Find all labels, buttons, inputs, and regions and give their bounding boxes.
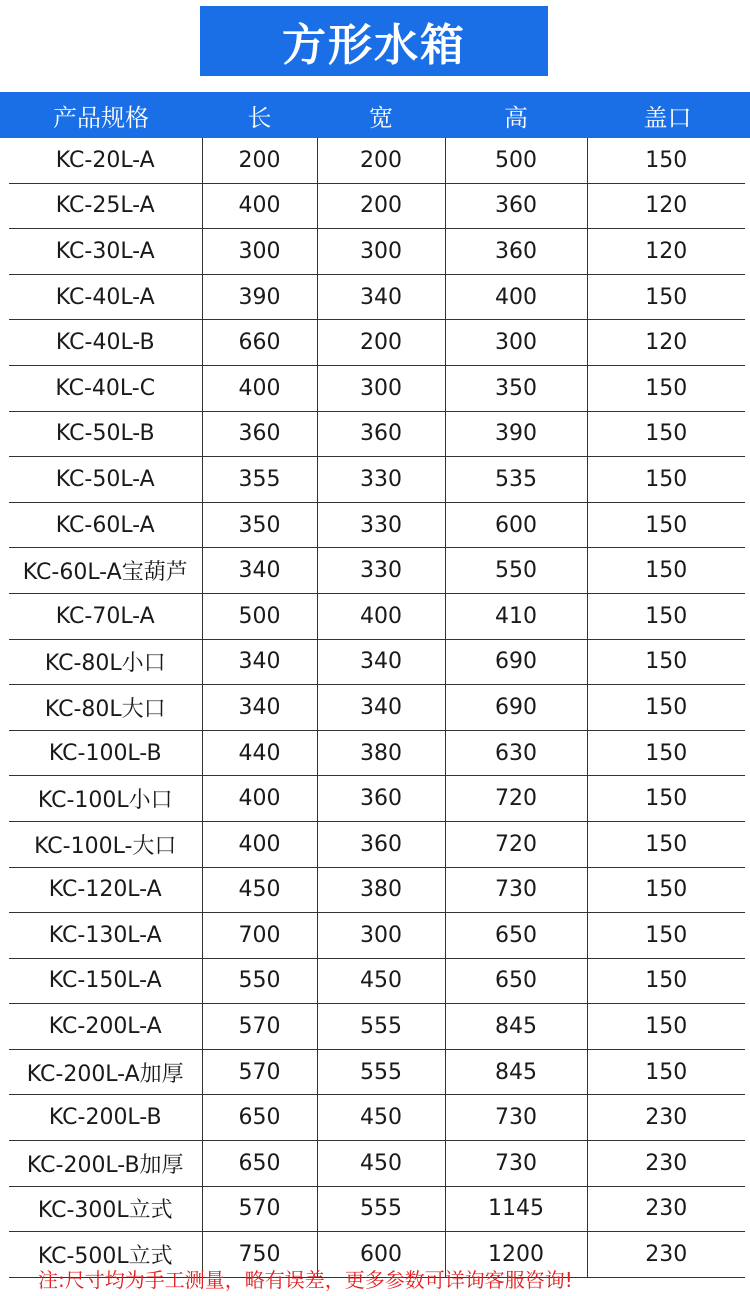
lid-cell: 150: [587, 867, 745, 913]
length-cell: 400: [202, 821, 317, 867]
height-cell: 300: [445, 320, 587, 366]
lid-cell: 150: [587, 138, 745, 183]
length-cell: 570: [202, 1004, 317, 1050]
header-lid: 盖口: [643, 103, 692, 132]
table-row: [9, 821, 745, 867]
header-spec: 产品规格: [53, 103, 149, 132]
height-cell: 410: [445, 593, 587, 639]
length-cell: 400: [202, 365, 317, 411]
spec-cell: KC-500L立式: [9, 1232, 202, 1278]
width-cell: 450: [317, 1095, 445, 1141]
table-row: [9, 457, 745, 503]
width-cell: 400: [317, 593, 445, 639]
header-width: 宽: [369, 103, 393, 132]
table-row: [9, 958, 745, 1004]
length-cell: 550: [202, 958, 317, 1004]
height-cell: 390: [445, 411, 587, 457]
width-cell: 360: [317, 821, 445, 867]
height-cell: 720: [445, 821, 587, 867]
table-header: [0, 92, 750, 138]
length-cell: 700: [202, 913, 317, 959]
width-cell: 380: [317, 730, 445, 776]
lid-cell: 150: [587, 502, 745, 548]
table-row: [9, 138, 745, 183]
note-text: 注:尺寸均为手工测量，略有误差，更多参数可详询客服咨询!: [38, 1268, 573, 1292]
width-cell: 340: [317, 639, 445, 685]
width-cell: 330: [317, 502, 445, 548]
table-row: [9, 274, 745, 320]
lid-cell: 150: [587, 685, 745, 731]
spec-cell: KC-200L-A加厚: [9, 1049, 202, 1095]
lid-cell: 120: [587, 229, 745, 275]
spec-cell: KC-200L-B: [9, 1095, 202, 1141]
width-cell: 555: [317, 1049, 445, 1095]
table-row: [9, 1095, 745, 1141]
table-row: [9, 548, 745, 594]
width-cell: 340: [317, 685, 445, 731]
height-cell: 845: [445, 1004, 587, 1050]
length-cell: 750: [202, 1232, 317, 1278]
width-cell: 330: [317, 457, 445, 503]
height-cell: 500: [445, 138, 587, 183]
height-cell: 550: [445, 548, 587, 594]
height-cell: 535: [445, 457, 587, 503]
table-row: [9, 411, 745, 457]
table-row: [9, 320, 745, 366]
spec-cell: KC-50L-B: [9, 411, 202, 457]
length-cell: 570: [202, 1186, 317, 1232]
header-height: 高: [504, 103, 528, 132]
lid-cell: 150: [587, 730, 745, 776]
spec-cell: KC-100L小口: [9, 776, 202, 822]
lid-cell: 150: [587, 1004, 745, 1050]
lid-cell: 150: [587, 639, 745, 685]
length-cell: 360: [202, 411, 317, 457]
lid-cell: 230: [587, 1141, 745, 1187]
table-row: [9, 730, 745, 776]
width-cell: 360: [317, 776, 445, 822]
width-cell: 450: [317, 1141, 445, 1187]
spec-cell: KC-80L大口: [9, 685, 202, 731]
height-cell: 730: [445, 867, 587, 913]
lid-cell: 150: [587, 821, 745, 867]
spec-table-body: [9, 138, 745, 1277]
spec-cell: KC-200L-B加厚: [9, 1141, 202, 1187]
length-cell: 355: [202, 457, 317, 503]
table-row: [9, 502, 745, 548]
lid-cell: 120: [587, 320, 745, 366]
spec-cell: KC-25L-A: [9, 183, 202, 229]
spec-cell: KC-60L-A宝葫芦: [9, 548, 202, 594]
height-cell: 630: [445, 730, 587, 776]
height-cell: 400: [445, 274, 587, 320]
table-row: [9, 183, 745, 229]
length-cell: 650: [202, 1141, 317, 1187]
spec-cell: KC-200L-A: [9, 1004, 202, 1050]
table-row: [9, 685, 745, 731]
table-row: [9, 639, 745, 685]
table-row: [9, 229, 745, 275]
width-cell: 330: [317, 548, 445, 594]
height-cell: 720: [445, 776, 587, 822]
height-cell: 730: [445, 1141, 587, 1187]
lid-cell: 230: [587, 1232, 745, 1278]
length-cell: 300: [202, 229, 317, 275]
height-cell: 600: [445, 502, 587, 548]
lid-cell: 230: [587, 1186, 745, 1232]
length-cell: 650: [202, 1095, 317, 1141]
length-cell: 200: [202, 138, 317, 183]
height-cell: 650: [445, 913, 587, 959]
length-cell: 390: [202, 274, 317, 320]
width-cell: 300: [317, 229, 445, 275]
spec-cell: KC-60L-A: [9, 502, 202, 548]
lid-cell: 150: [587, 548, 745, 594]
height-cell: 1145: [445, 1186, 587, 1232]
height-cell: 690: [445, 639, 587, 685]
length-cell: 340: [202, 548, 317, 594]
spec-cell: KC-300L立式: [9, 1186, 202, 1232]
lid-cell: 230: [587, 1095, 745, 1141]
lid-cell: 150: [587, 593, 745, 639]
page-title: 方形水箱: [200, 6, 548, 76]
width-cell: 300: [317, 365, 445, 411]
width-cell: 450: [317, 958, 445, 1004]
table-row: [9, 776, 745, 822]
spec-cell: KC-50L-A: [9, 457, 202, 503]
length-cell: 350: [202, 502, 317, 548]
length-cell: 570: [202, 1049, 317, 1095]
lid-cell: 150: [587, 958, 745, 1004]
spec-cell: KC-130L-A: [9, 913, 202, 959]
spec-cell: KC-40L-C: [9, 365, 202, 411]
spec-cell: KC-40L-B: [9, 320, 202, 366]
spec-cell: KC-30L-A: [9, 229, 202, 275]
lid-cell: 150: [587, 274, 745, 320]
table-row: [9, 1141, 745, 1187]
width-cell: 200: [317, 183, 445, 229]
table-row: [9, 593, 745, 639]
header-length: 长: [247, 103, 272, 132]
height-cell: 845: [445, 1049, 587, 1095]
lid-cell: 150: [587, 1049, 745, 1095]
height-cell: 360: [445, 229, 587, 275]
width-cell: 360: [317, 411, 445, 457]
height-cell: 690: [445, 685, 587, 731]
width-cell: 200: [317, 138, 445, 183]
spec-cell: KC-80L小口: [9, 639, 202, 685]
lid-cell: 150: [587, 913, 745, 959]
lid-cell: 150: [587, 411, 745, 457]
length-cell: 660: [202, 320, 317, 366]
spec-table: [9, 138, 745, 1278]
length-cell: 450: [202, 867, 317, 913]
height-cell: 350: [445, 365, 587, 411]
lid-cell: 150: [587, 365, 745, 411]
width-cell: 600: [317, 1232, 445, 1278]
spec-cell: KC-120L-A: [9, 867, 202, 913]
spec-cell: KC-70L-A: [9, 593, 202, 639]
spec-cell: KC-100L-大口: [9, 821, 202, 867]
table-row: [9, 1004, 745, 1050]
length-cell: 340: [202, 639, 317, 685]
spec-cell: KC-40L-A: [9, 274, 202, 320]
height-cell: 360: [445, 183, 587, 229]
length-cell: 340: [202, 685, 317, 731]
height-cell: 730: [445, 1095, 587, 1141]
table-row: [9, 1186, 745, 1232]
width-cell: 340: [317, 274, 445, 320]
width-cell: 555: [317, 1186, 445, 1232]
table-row: [9, 1049, 745, 1095]
lid-cell: 150: [587, 457, 745, 503]
width-cell: 555: [317, 1004, 445, 1050]
height-cell: 650: [445, 958, 587, 1004]
length-cell: 440: [202, 730, 317, 776]
table-row: [9, 913, 745, 959]
width-cell: 380: [317, 867, 445, 913]
length-cell: 400: [202, 776, 317, 822]
width-cell: 200: [317, 320, 445, 366]
spec-cell: KC-150L-A: [9, 958, 202, 1004]
spec-cell: KC-20L-A: [9, 138, 202, 183]
length-cell: 400: [202, 183, 317, 229]
table-row: [9, 867, 745, 913]
lid-cell: 150: [587, 776, 745, 822]
table-row: [9, 365, 745, 411]
width-cell: 300: [317, 913, 445, 959]
height-cell: 1200: [445, 1232, 587, 1278]
length-cell: 500: [202, 593, 317, 639]
lid-cell: 120: [587, 183, 745, 229]
spec-cell: KC-100L-B: [9, 730, 202, 776]
